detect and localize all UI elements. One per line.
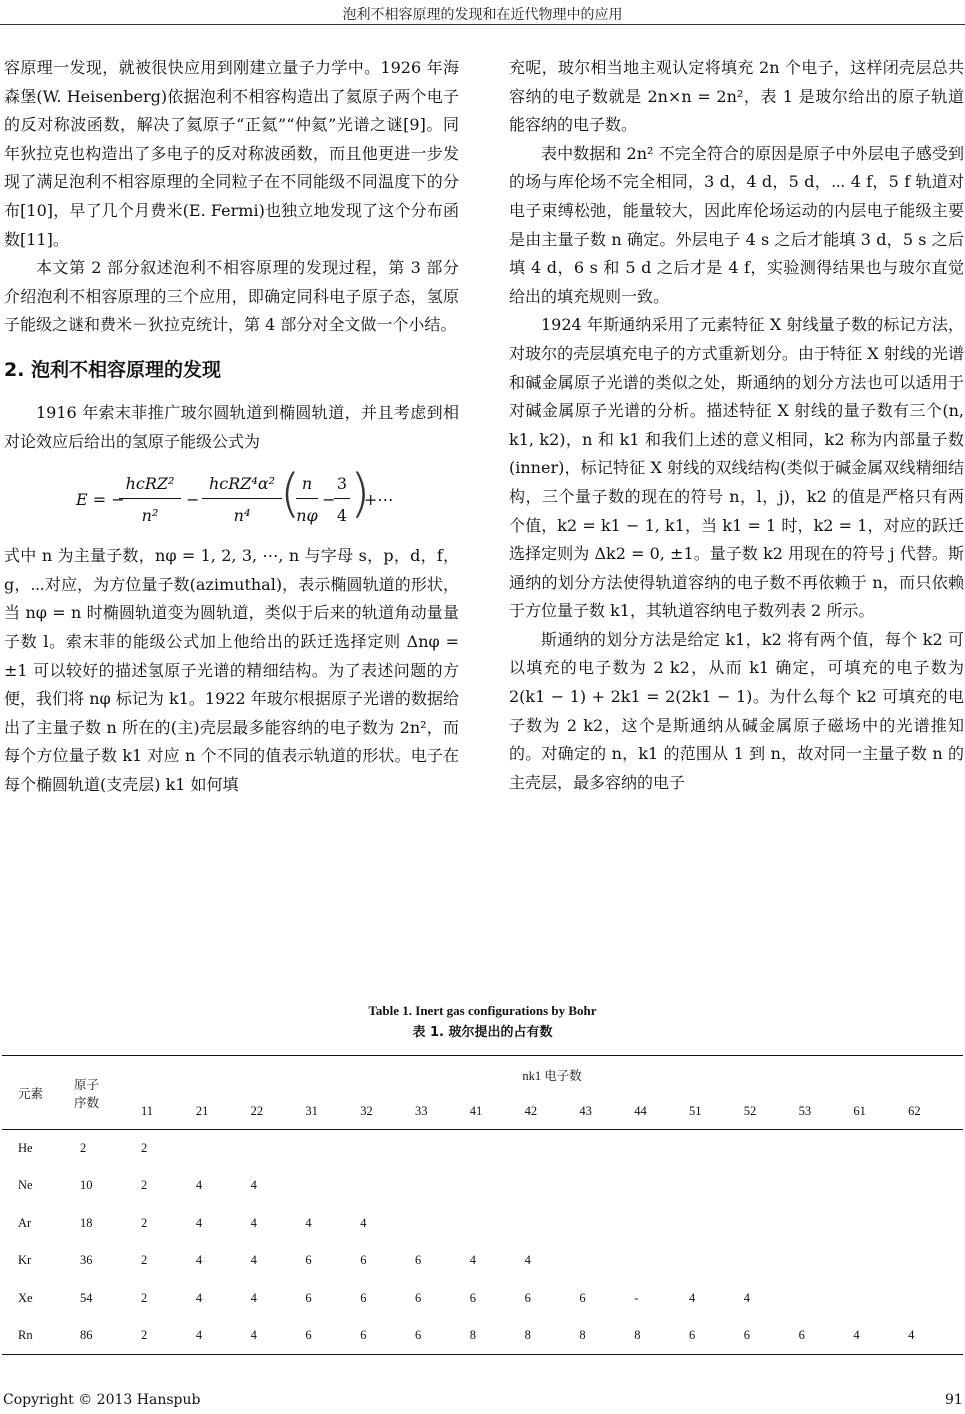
cell-element: Kr: [18, 1253, 32, 1268]
column-header-nk: 22: [251, 1094, 306, 1130]
cell-electron-count: [744, 1205, 799, 1243]
cell-electron-count: [689, 1167, 744, 1205]
column-header-nk: 11: [141, 1094, 196, 1130]
paren-minus: −: [322, 490, 336, 510]
cell-electron-count: [853, 1130, 908, 1168]
left-column: [4, 54, 459, 799]
right-paren: ): [350, 464, 371, 525]
cell-electron-count: 4: [360, 1215, 367, 1230]
paragraph: 表中数据和 2n² 不完全符合的原因是原子中外层电子感受到的场与库伦场不完全相同，3 d，4 d，5 d，⋯ 4 f，5 f 轨道对电子束缚松弛，能量较大，因此库伦场运动的内层电子能级主要是由主量子数 n 确定。外层电子 4 s 之后才能填 3 d，5 s 之后填 4 d，6 s 和 5 d 之后才是 4 f，实验测得结果也与玻尔直觉给出的填充规则一致。: [509, 143, 964, 306]
formula-term2-numerator: hcRZ⁴α²: [208, 474, 276, 494]
cell-electron-count: 4: [251, 1317, 306, 1355]
cell-electron-count: 4: [250, 1215, 257, 1230]
table-row: [2, 1280, 963, 1318]
table-row: [2, 1317, 963, 1355]
cell-electron-count: [853, 1280, 908, 1318]
column-header-atomic-number: [68, 1056, 141, 1130]
cell-electron-count: 2: [141, 1253, 148, 1268]
left-paren: (: [280, 464, 301, 525]
cell-electron-count: 4: [305, 1215, 312, 1230]
paren-term2-denominator: 4: [336, 506, 348, 526]
cell-electron-count: [634, 1205, 689, 1243]
cell-electron-count: 4: [195, 1290, 203, 1305]
cell-electron-count: 4: [195, 1178, 203, 1193]
column-header-row: [2, 1094, 963, 1130]
column-header-nk: 61: [853, 1094, 908, 1130]
cell-electron-count: 6: [305, 1290, 312, 1305]
table-caption-zh: 表 1. 玻尔提出的占有数: [412, 1025, 553, 1040]
formula-minus: −: [186, 490, 200, 510]
cell-electron-count: 6: [415, 1253, 422, 1268]
table-row: [2, 1205, 963, 1243]
paragraph: 斯通纳的划分方法是给定 k1，k2 将有两个值，每个 k2 可以填充的电子数为 2 k2，从而 k1 确定，可填充的电子数为 2(k1 − 1) + 2k1 = 2(2k1 − 1)。为什么每个 k2 可填充的电子数为 2 k2，这个是斯通纳从碱金属原子磁场中的光谱推知的。对确定的 n，k1 的范围从 1 到 n，故对同一主量子数 n 的主壳层，最多容纳的电子: [509, 629, 964, 792]
column-header-nk: 44: [634, 1094, 689, 1130]
cell-electron-count: [525, 1130, 580, 1168]
cell-electron-count: 4: [908, 1317, 963, 1355]
formula-term1-denominator: n²: [141, 506, 159, 526]
cell-atomic-number: 2: [79, 1141, 87, 1155]
formula-term1-numerator: hcRZ²: [125, 474, 175, 494]
table-row: [2, 1242, 963, 1280]
cell-electron-count: 6: [360, 1253, 367, 1268]
cell-electron-count: [470, 1167, 525, 1205]
fraction-bar: [296, 498, 318, 499]
table-body: [2, 1130, 963, 1355]
column-header-nk: 31: [305, 1094, 360, 1130]
cell-electron-count: 8: [470, 1317, 525, 1355]
column-header-nk: 42: [525, 1094, 580, 1130]
cell-electron-count: [853, 1205, 908, 1243]
cell-electron-count: 4: [196, 1317, 251, 1355]
cell-electron-count: [799, 1167, 854, 1205]
cell-electron-count: 4: [250, 1253, 257, 1268]
cell-electron-count: 4: [195, 1253, 203, 1268]
header-line: 原子: [73, 1077, 99, 1092]
cell-electron-count: 4: [524, 1253, 531, 1268]
cell-electron-count: 4: [743, 1290, 751, 1305]
column-header-nk: 32: [360, 1094, 415, 1130]
cell-electron-count: [853, 1242, 908, 1280]
cell-electron-count: [744, 1130, 799, 1168]
cell-element: Ne: [18, 1178, 33, 1193]
cell-electron-count: [360, 1130, 415, 1168]
cell-electron-count: 6: [689, 1317, 744, 1355]
cell-electron-count: 6: [799, 1317, 854, 1355]
table-caption-en: Table 1. Inert gas configurations by Bohr: [368, 1003, 597, 1018]
cell-electron-count: 4: [250, 1178, 257, 1193]
column-header-nk: 51: [689, 1094, 744, 1130]
table-row: [2, 1167, 963, 1205]
cell-electron-count: 8: [525, 1317, 580, 1355]
cell-electron-count: [525, 1205, 580, 1243]
cell-electron-count: [470, 1205, 525, 1243]
cell-electron-count: [305, 1167, 360, 1205]
column-header-nk: 43: [579, 1094, 634, 1130]
cell-electron-count: [744, 1242, 799, 1280]
cell-electron-count: [634, 1242, 689, 1280]
cell-electron-count: [689, 1242, 744, 1280]
column-header-nk: 62: [908, 1094, 963, 1130]
energy-level-formula: [4, 456, 459, 542]
fraction-bar: [119, 498, 181, 499]
cell-electron-count: -: [634, 1290, 639, 1305]
paren-term1-numerator: n: [301, 474, 313, 494]
cell-electron-count: 2: [141, 1290, 148, 1305]
cell-atomic-number: 86: [68, 1317, 141, 1355]
cell-electron-count: 2: [141, 1178, 148, 1193]
cell-electron-count: [908, 1167, 963, 1205]
cell-atomic-number: 54: [79, 1290, 93, 1305]
cell-element: Ar: [18, 1215, 32, 1230]
cell-electron-count: [853, 1167, 908, 1205]
running-header: 泡利不相容原理的发现和在近代物理中的应用: [342, 7, 623, 23]
cell-electron-count: [415, 1205, 470, 1243]
paragraph: 本文第 2 部分叙述泡利不相容原理的发现过程，第 3 部分介绍泡利不相容原理的三个应用，即确定同科电子原子态，氢原子能级之谜和费米－狄拉克统计，第 4 部分对全文做一个小结。: [4, 258, 459, 335]
cell-electron-count: 6: [360, 1290, 367, 1305]
cell-electron-count: 6: [360, 1317, 415, 1355]
header-rule: [0, 24, 965, 25]
paren-term2-numerator: 3: [336, 474, 348, 494]
cell-electron-count: [579, 1167, 634, 1205]
cell-electron-count: [251, 1130, 306, 1168]
paragraph: 1924 年斯通纳采用了元素特征 X 射线量子数的标记方法，对玻尔的壳层填充电子的方式重新划分。由于特征 X 射线的光谱和碱金属原子光谱的类似之处，斯通纳的划分方法也可以适用于对碱金属原子光谱的分析。描述特征 X 射线的量子数有三个(n, k1, k2)，n 和 k1 和我们上述的意义相同，k2 称为内部量子数(inner)，标记特征 X 射线的双线结构(类似于碱金属双线精细结构，三个量子数的现在的符号 n，l，j)，k2 的值是严格只有两个值，k2 = k1 − 1, k1，当 k1 = 1 时，k2 = 1，对应的跃迁选择定则为 Δk2 = 0, ±1。量子数 k2 用现在的符号 j 代替。斯通纳的划分方法使得轨道容纳的电子数不再依赖于 n，而只依赖于方位量子数 k1，其轨道容纳电子数列表 2 所示。: [509, 315, 964, 621]
cell-electron-count: 6: [579, 1290, 586, 1305]
formula-term2-denominator: n⁴: [233, 506, 251, 526]
paren-term1-denominator: nφ: [296, 506, 318, 526]
fraction-bar: [202, 498, 282, 499]
cell-electron-count: [415, 1130, 470, 1168]
column-header-nk: 41: [470, 1094, 525, 1130]
cell-atomic-number: 36: [79, 1253, 93, 1268]
cell-electron-count: [908, 1130, 963, 1168]
cell-element: He: [18, 1141, 33, 1155]
cell-electron-count: [799, 1130, 854, 1168]
column-header-nk: 21: [196, 1094, 251, 1130]
cell-electron-count: [525, 1167, 580, 1205]
column-header-nk: 53: [799, 1094, 854, 1130]
cell-electron-count: 4: [688, 1290, 696, 1305]
cell-electron-count: [689, 1205, 744, 1243]
cell-electron-count: [799, 1280, 854, 1318]
cell-electron-count: [470, 1130, 525, 1168]
cell-electron-count: [689, 1130, 744, 1168]
cell-electron-count: [799, 1205, 854, 1243]
table-row: [2, 1130, 963, 1168]
cell-electron-count: 6: [744, 1317, 799, 1355]
cell-electron-count: 6: [524, 1290, 531, 1305]
cell-electron-count: 6: [305, 1253, 312, 1268]
cell-electron-count: [579, 1130, 634, 1168]
cell-electron-count: 6: [415, 1290, 422, 1305]
cell-electron-count: [908, 1205, 963, 1243]
section-heading: 2. 泡利不相容原理的发现: [4, 358, 222, 381]
cell-electron-count: 2: [141, 1317, 196, 1355]
cell-electron-count: [196, 1130, 251, 1168]
cell-electron-count: 4: [250, 1290, 257, 1305]
cell-electron-count: 2: [141, 1215, 148, 1230]
cell-element: Rn: [2, 1317, 68, 1355]
cell-electron-count: 2: [141, 1141, 148, 1155]
fraction-bar: [334, 498, 350, 499]
cell-electron-count: 6: [469, 1290, 477, 1305]
cell-electron-count: 4: [853, 1317, 908, 1355]
cell-electron-count: [799, 1242, 854, 1280]
cell-electron-count: [634, 1167, 689, 1205]
cell-electron-count: [908, 1242, 963, 1280]
cell-electron-count: [579, 1242, 634, 1280]
cell-element: Xe: [18, 1290, 33, 1305]
footer-copyright: Copyright © 2013 Hanspub: [3, 1392, 201, 1408]
cell-electron-count: 8: [579, 1317, 634, 1355]
cell-electron-count: 6: [415, 1317, 470, 1355]
paragraph: 式中 n 为主量子数，nφ = 1, 2, 3, ⋯, n 与字母 s，p，d，f，g，⋯对应，为方位量子数(azimuthal)，表示椭圆轨道的形状，当 nφ = n 时椭圆轨道变为圆轨道，类似于后来的轨道角动量量子数 l。索末菲的能级公式加上他给出的跃迁选择定则 Δnφ = ±1 可以较好的描述氢原子光谱的精细结构。为了表述问题的方便，我们将 nφ 标记为 k1。1922 年玻尔根据原子光谱的数据给出了主量子数 n 所在的(主)壳层最多能容纳的电子数为 2n²，而每个方位量子数 k1 对应 n 个不同的值表示轨道的形状。电子在每个椭圆轨道(支壳层) k1 如何填: [4, 546, 459, 794]
cell-electron-count: [415, 1167, 470, 1205]
column-group-header: nk1 电子数: [141, 1056, 963, 1094]
cell-electron-count: 8: [634, 1317, 689, 1355]
column-header-nk: 52: [744, 1094, 799, 1130]
right-column: [509, 54, 964, 797]
cell-electron-count: 4: [469, 1253, 477, 1268]
footer-page-number: 91: [945, 1392, 963, 1408]
header-line: 序数: [73, 1095, 99, 1110]
cell-electron-count: [305, 1130, 360, 1168]
cell-atomic-number: 10: [79, 1178, 93, 1193]
formula-tail: +⋯: [364, 490, 394, 510]
formula-lhs: E = −: [76, 490, 125, 510]
cell-electron-count: 4: [195, 1215, 203, 1230]
cell-electron-count: [908, 1280, 963, 1318]
paragraph: 充呢，玻尔相当地主观认定将填充 2n 个电子，这样闭壳层总共容纳的电子数就是 2n×n = 2n²，表 1 是玻尔给出的原子轨道能容纳的电子数。: [509, 58, 964, 135]
cell-electron-count: [579, 1205, 634, 1243]
column-header-nk: 33: [415, 1094, 470, 1130]
cell-electron-count: [634, 1130, 689, 1168]
occupancy-table: [2, 1055, 963, 1355]
cell-electron-count: [744, 1167, 799, 1205]
cell-electron-count: 6: [305, 1317, 360, 1355]
cell-atomic-number: 18: [79, 1215, 93, 1230]
paragraph: 容原理一发现，就被很快应用到刚建立量子力学中。1926 年海森堡(W. Heisenberg)依据泡利不相容构造出了氦原子两个电子的反对称波函数，解决了氦原子“正氦”“仲氦”光谱之谜[9]。同年狄拉克也构造出了多电子的反对称波函数，而且他更进一步发现了满足泡利不相容原理的全同粒子在不同能级不同温度下的分布[10]，早了几个月费米(E. Fermi)也独立地发现了这个分布函数[11]。: [4, 58, 459, 249]
paragraph: 1916 年索末菲推广玻尔圆轨道到椭圆轨道，并且考虑到相对论效应后给出的氢原子能级公式为: [4, 402, 459, 451]
cell-electron-count: [360, 1167, 415, 1205]
column-header-element: 元素: [2, 1056, 68, 1130]
